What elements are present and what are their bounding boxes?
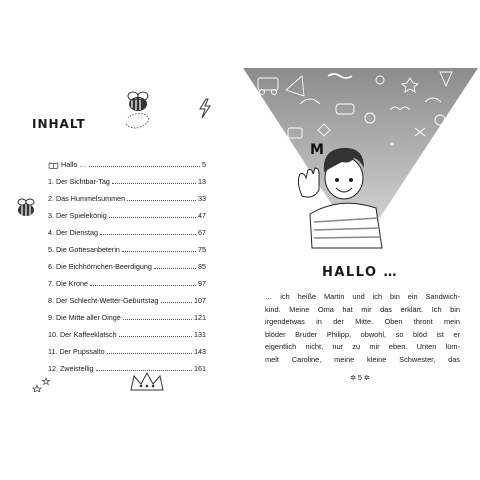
toc-entry-page: 107 (194, 296, 206, 305)
stars-doodle-icon (32, 376, 52, 392)
toc-entry-page: 85 (198, 262, 206, 271)
toc-entry[interactable] (48, 203, 206, 220)
table-of-contents (48, 152, 206, 373)
text-line: … ich heiße Martin und ich bin ein Sandwich- (265, 292, 460, 301)
toc-entry-page: 97 (198, 279, 206, 288)
toc-entry-page: 161 (194, 364, 206, 373)
toc-leader (100, 234, 196, 235)
toc-entry-page: 121 (194, 313, 206, 322)
toc-leader (109, 217, 196, 218)
toc-entry-title: 7. Die Krone (48, 279, 88, 288)
toc-entry[interactable] (48, 271, 206, 288)
toc-entry[interactable] (48, 169, 206, 186)
right-page (240, 0, 480, 480)
toc-entry-title: Hallo … (61, 160, 87, 169)
page-number (240, 374, 480, 382)
page-number-value: 5 (358, 375, 362, 382)
toc-entry-title: 5. Die Gottesanbeterin (48, 245, 120, 254)
toc-entry-title: 12. Zweistellig (48, 364, 94, 373)
lightning-doodle-icon (196, 98, 214, 120)
chapter-illustration (240, 0, 480, 262)
toc-entry-title: 9. Die Mitte aller Dinge (48, 313, 121, 322)
chapter-title: HALLO … (321, 265, 399, 280)
toc-entry-page: 33 (198, 194, 206, 203)
toc-entry-page: 13 (198, 177, 206, 186)
toc-entry-page: 131 (194, 330, 206, 339)
toc-entry-title: 6. Die Eichhörnchen-Beerdigung (48, 262, 152, 271)
toc-entry-page: 143 (194, 347, 206, 356)
toc-leader (112, 183, 196, 184)
toc-leader (89, 166, 200, 167)
letter-m-doodle: M (310, 142, 324, 158)
toc-leader (123, 319, 192, 320)
text-line: irgendetwas in der Mitte. Oben thront mein (265, 317, 460, 326)
toc-entry-page: 5 (202, 160, 206, 169)
toc-heading: INHALT (32, 117, 86, 131)
toc-entry[interactable] (48, 152, 206, 169)
crown-doodle-icon (128, 370, 166, 396)
toc-entry[interactable] (48, 220, 206, 237)
bee-doodle-icon (118, 88, 178, 134)
chapter-body-text (265, 291, 460, 366)
toc-entry[interactable] (48, 356, 206, 373)
toc-entry[interactable] (48, 305, 206, 322)
toc-entry-title: 10. Der Kaffeeklatsch (48, 330, 117, 339)
toc-entry[interactable] (48, 237, 206, 254)
toc-entry-page: 67 (198, 228, 206, 237)
toc-entry-page: 47 (198, 211, 206, 220)
toc-leader (96, 370, 192, 371)
toc-entry[interactable] (48, 186, 206, 203)
toc-leader (119, 336, 192, 337)
toc-entry-title: 1. Der Sichtbar-Tag (48, 177, 110, 186)
bee-small-icon (12, 196, 40, 220)
toc-entry[interactable] (48, 339, 206, 356)
toc-leader (107, 353, 192, 354)
text-line: kind. Meine Oma hat mir das erklärt. Ich bin (265, 304, 460, 314)
text-line: melt Caroline, meine kleine Schwester, das (265, 354, 460, 364)
toc-leader (154, 268, 196, 269)
toc-entry[interactable] (48, 322, 206, 339)
toc-entry-page: 75 (198, 245, 206, 254)
toc-entry-title: 2. Das Hummelsummen (48, 194, 126, 203)
toc-entry-title: 8. Der Schlecht-Wetter-Geburtstag (48, 296, 159, 305)
text-line: blöder Bruder Philipp, obwohl, so blöd ist er (265, 329, 460, 339)
book-icon (48, 162, 59, 169)
toc-entry-title: 11. Der Pupssalto (48, 347, 105, 356)
toc-entry-title: 4. Der Dienstag (48, 228, 98, 237)
toc-entry[interactable] (48, 288, 206, 305)
toc-entry[interactable] (48, 254, 206, 271)
toc-leader (122, 251, 196, 252)
sparkle-right-icon: ✲ (363, 375, 370, 382)
text-line: eigentlich nicht, nur zu mir eben. Unten lüm- (265, 342, 460, 351)
sparkle-left-icon: ✲ (350, 375, 357, 382)
toc-entry-title: 3. Der Spielekönig (48, 211, 107, 220)
toc-leader (161, 302, 192, 303)
toc-leader (127, 200, 196, 201)
toc-leader (90, 285, 196, 286)
